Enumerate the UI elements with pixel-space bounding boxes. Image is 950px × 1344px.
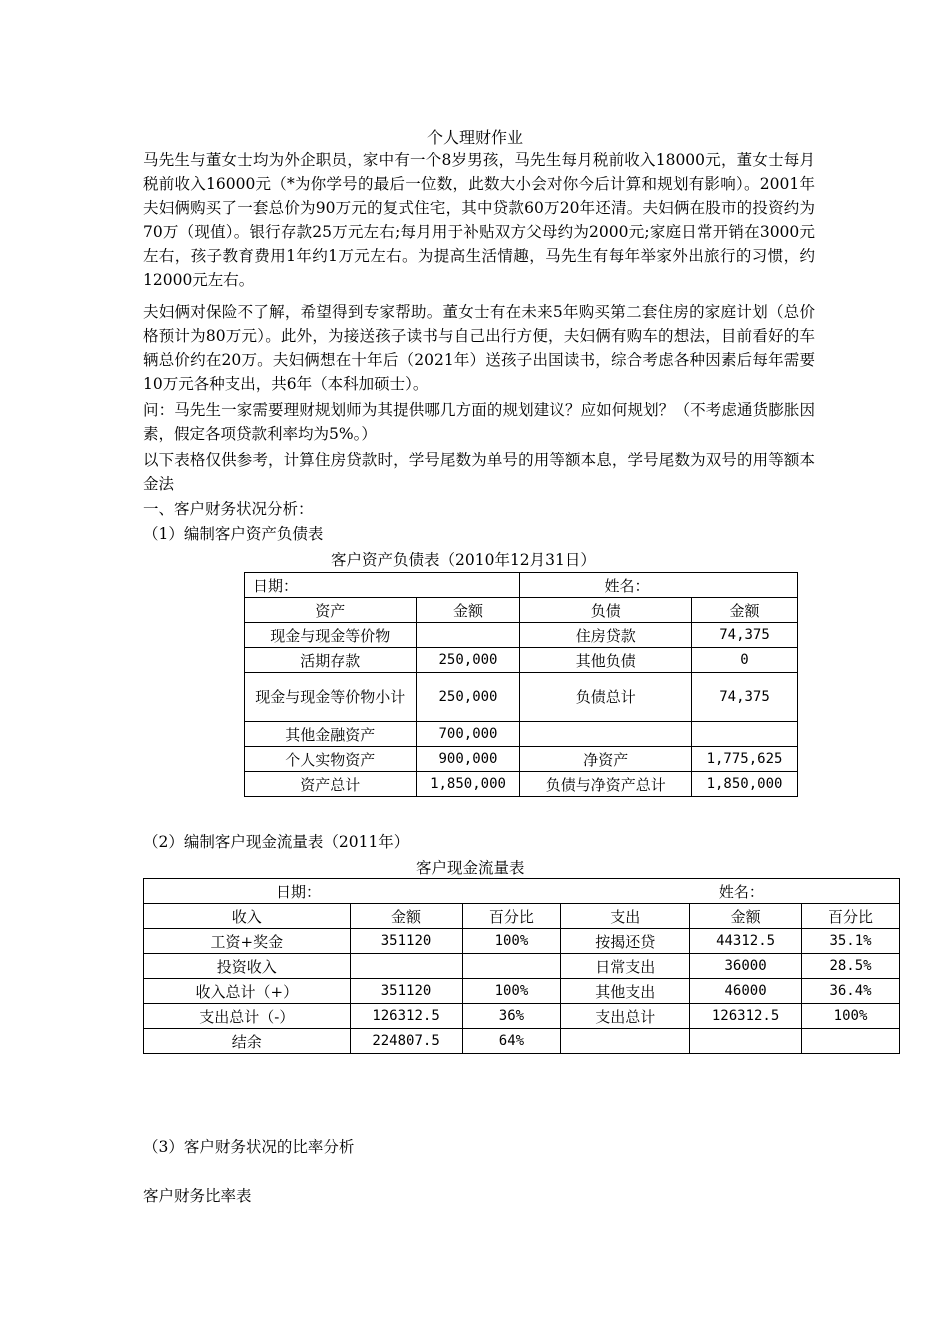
date-label: 日期： [245,573,520,598]
header-cell: 金额 [692,598,798,623]
table-cell: 100% [462,979,561,1004]
table-row [144,929,900,954]
header-cell: 收入 [144,904,351,929]
table-cell: 工资+奖金 [144,929,351,954]
table-cell: 支出总计（-） [144,1004,351,1029]
table-cell: 投资收入 [144,954,351,979]
table-cell: 700,000 [416,722,520,747]
table-cell: 日常支出 [561,954,690,979]
table-cell: 250,000 [416,648,520,673]
table-cell: 36% [462,1004,561,1029]
table-row [245,623,798,648]
table-cell: 36.4% [802,979,900,1004]
table-cell: 按揭还贷 [561,929,690,954]
table-cell [690,1029,802,1054]
table-row [245,722,798,747]
header-cell: 负债 [520,598,692,623]
table-cell: 0 [692,648,798,673]
table-cell [692,722,798,747]
table-cell [462,954,561,979]
table-row [245,747,798,772]
table-row [245,673,798,722]
balance-sheet-caption: 客户资产负债表（2010年12月31日） [331,551,596,569]
table-cell [416,623,520,648]
header-cell: 百分比 [802,904,900,929]
header-cell: 百分比 [462,904,561,929]
table-row [245,648,798,673]
table-cell: 224807.5 [350,1029,462,1054]
table-cell: 100% [462,929,561,954]
table-cell [350,954,462,979]
table-cell: 资产总计 [245,772,417,797]
table-cell: 结余 [144,1029,351,1054]
table-cell: 现金与现金等价物小计 [245,673,417,722]
table-cell: 负债总计 [520,673,692,722]
case-paragraph-1: 马先生与董女士均为外企职员，家中有一个8岁男孩，马先生每月税前收入18000元，董女士每月税前收入16000元（*为你学号的最后一位数，此数大小会对你今后计算和规划有影响）。2001年夫妇俩购买了一套总价为90万元的复式住宅，其中贷款60万20年还清。夫妇俩在股市的投资约为70万（现值）。银行存款25万元左右;每月用于补贴双方父母约为2000元;家庭日常开销在3000元左右，孩子教育费用1年约1万元左右。为提高生活情趣，马先生有每年举家外出旅行的习惯，约12000元左右。 [143,151,815,289]
date-label: 日期： [144,879,561,904]
table-cell: 住房贷款 [520,623,692,648]
header-cell: 金额 [690,904,802,929]
table-cell: 1,775,625 [692,747,798,772]
name-label: 姓名： [520,573,798,598]
table-cell: 126312.5 [690,1004,802,1029]
table-row [245,573,798,598]
table-cell: 126312.5 [350,1004,462,1029]
table-cell: 35.1% [802,929,900,954]
subsection-cash-flow: （2）编制客户现金流量表（2011年） [143,833,410,851]
header-cell: 支出 [561,904,690,929]
table-cell: 收入总计（+） [144,979,351,1004]
table-header-row [144,904,900,929]
question-paragraph: 问：马先生一家需要理财规划师为其提供哪几方面的规划建议？应如何规划？（不考虑通货膨胀因素，假定各项贷款利率均为5%。） [143,401,815,443]
note-paragraph: 以下表格仅供参考，计算住房贷款时，学号尾数为单号的用等额本息，学号尾数为双号的用等额本金法 [143,451,815,493]
ratio-table-caption: 客户财务比率表 [143,1187,252,1205]
subsection-balance-sheet: （1）编制客户资产负债表 [143,525,324,543]
section-heading: 一、客户财务状况分析： [143,500,314,518]
table-cell: 其他负债 [520,648,692,673]
table-header-row [245,598,798,623]
table-cell: 活期存款 [245,648,417,673]
header-cell: 金额 [416,598,520,623]
table-cell: 支出总计 [561,1004,690,1029]
table-cell: 351120 [350,979,462,1004]
table-cell: 净资产 [520,747,692,772]
table-row [144,954,900,979]
table-cell: 1,850,000 [692,772,798,797]
table-row [144,879,900,904]
table-cell: 其他金融资产 [245,722,417,747]
table-row [144,1029,900,1054]
table-cell: 46000 [690,979,802,1004]
name-label: 姓名： [561,879,900,904]
table-row [144,1004,900,1029]
table-cell: 44312.5 [690,929,802,954]
table-cell [561,1029,690,1054]
document-title: 个人理财作业 [426,128,523,147]
table-cell: 36000 [690,954,802,979]
table-cell: 64% [462,1029,561,1054]
table-cell: 1,850,000 [416,772,520,797]
table-cell: 351120 [350,929,462,954]
table-cell: 74,375 [692,673,798,722]
table-cell: 900,000 [416,747,520,772]
table-row [144,979,900,1004]
subsection-ratio-analysis: （3）客户财务状况的比率分析 [143,1138,355,1156]
table-cell: 100% [802,1004,900,1029]
cash-flow-caption: 客户现金流量表 [416,859,525,877]
header-cell: 资产 [245,598,417,623]
balance-sheet-table [244,572,798,797]
table-cell: 负债与净资产总计 [520,772,692,797]
case-paragraph-2: 夫妇俩对保险不了解，希望得到专家帮助。董女士有在未来5年购买第二套住房的家庭计划（总价格预计为80万元）。此外，为接送孩子读书与自己出行方便，夫妇俩有购车的想法，目前看好的车辆总价约在20万。夫妇俩想在十年后（2021年）送孩子出国读书，综合考虑各种因素后每年需要10万元各种支出，共6年（本科加硕士）。 [143,303,815,393]
table-cell: 其他支出 [561,979,690,1004]
table-cell: 个人实物资产 [245,747,417,772]
table-cell: 现金与现金等价物 [245,623,417,648]
header-cell: 金额 [350,904,462,929]
table-cell [802,1029,900,1054]
cash-flow-table [143,878,900,1054]
table-cell [520,722,692,747]
table-cell: 28.5% [802,954,900,979]
table-cell: 74,375 [692,623,798,648]
table-row [245,772,798,797]
table-cell: 250,000 [416,673,520,722]
